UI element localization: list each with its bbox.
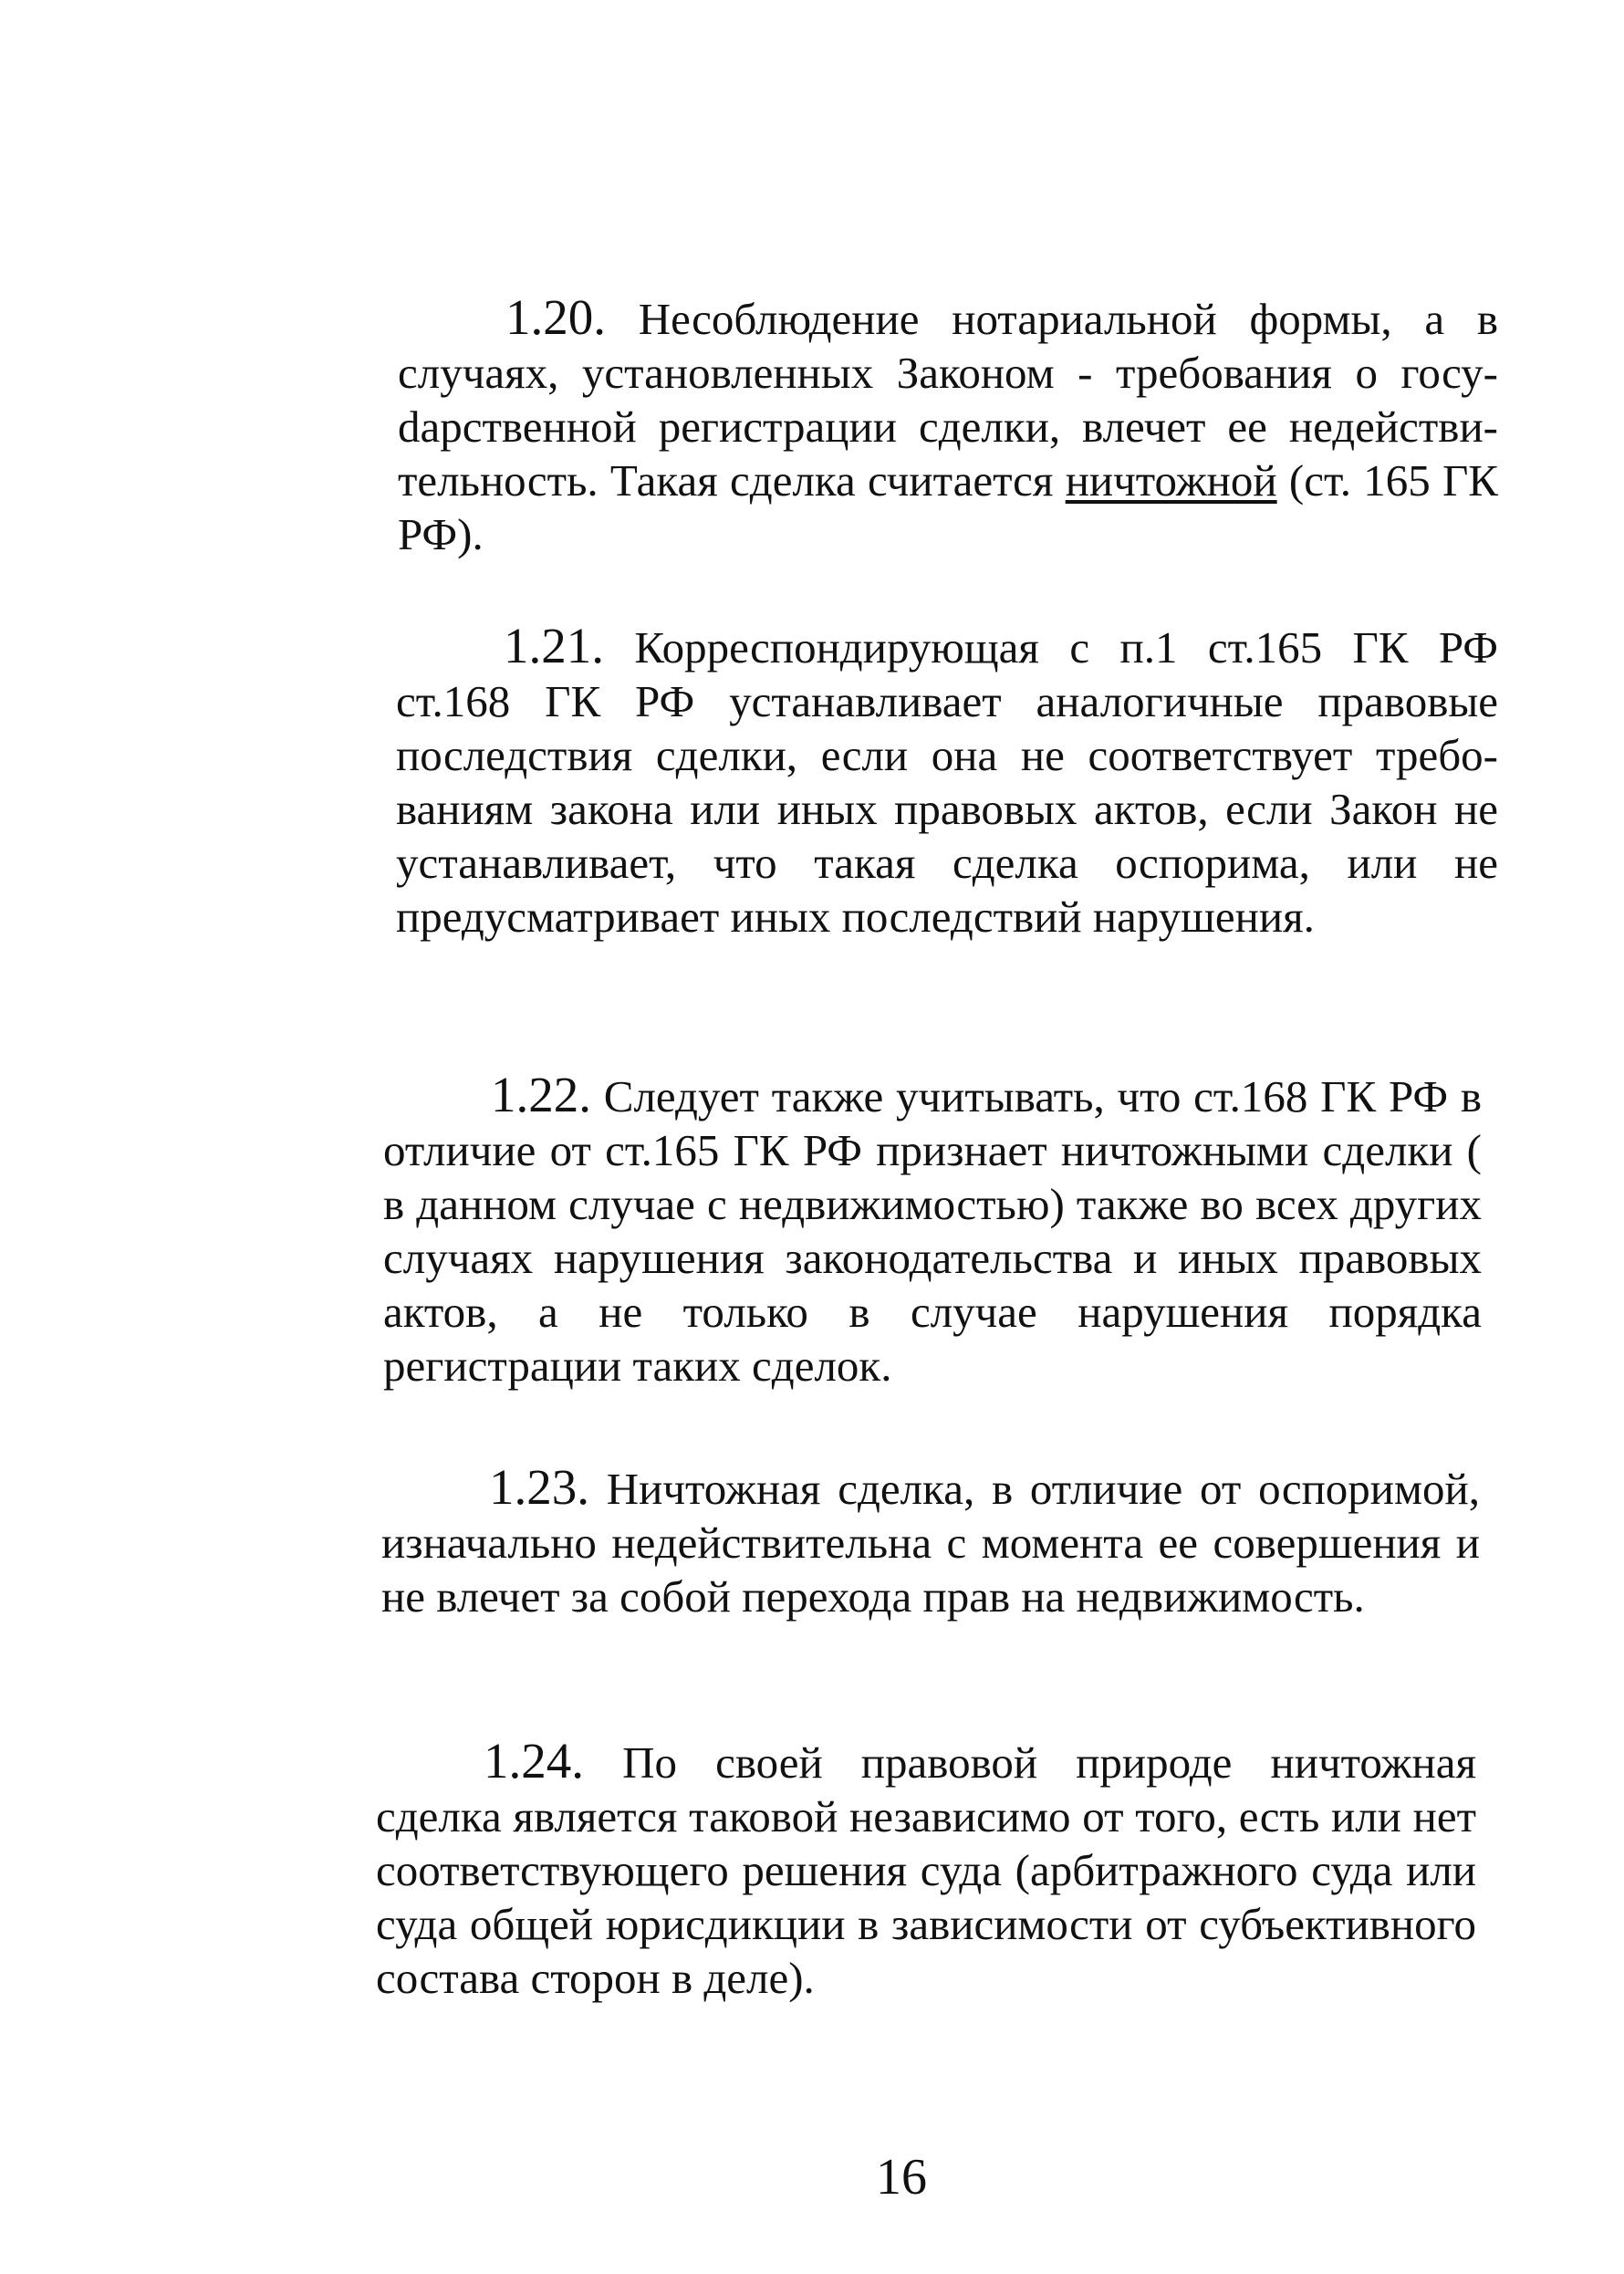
paragraph-1-22 <box>383 1068 1482 1393</box>
page-number: 16 <box>876 2149 927 2206</box>
paragraph-1-20 <box>398 290 1498 561</box>
paragraph-number: 1.21. <box>504 618 604 673</box>
paragraph-1-23 <box>381 1460 1480 1623</box>
paragraph-text: Несоблюдение нотариальной формы, а в случаях, установленных Законом - требования о госуdарственной регистрации сделки, влечет ее недействительность. Такая сделка считается <box>398 294 1498 506</box>
paragraph-text: (ст. 165 ГК РФ). <box>398 455 1498 559</box>
paragraph-text: По своей правовой природе ничтожная сделка является таковой независимо от того, есть или нет соответствующего решения суда (арбитражного суда или суда общей юрисдикции в зависимости от субъективного состава сторон в деле). <box>376 1737 1476 2003</box>
paragraph-text: Следует также учитывать, что ст.168 ГК РФ в отличие от ст.165 ГК РФ признает ничтожными сделки ( в данном случае с недвижимостью) также во всех других случаях нарушения законодательства и иных правовых актов, а не только в случае нарушения порядка регистрации таких сделок. <box>383 1071 1482 1391</box>
paragraph-number: 1.24. <box>484 1733 584 1789</box>
paragraph-text: Корреспондирующая с п.1 ст.165 ГК РФ ст.168 ГК РФ устанавливает аналогичные правовые последствия сделки, если она не соответствует требованиям закона или иных правовых актов, если Закон не устанавливает, что такая сделка оспорима, или не предусматривает иных последствий нарушения. <box>396 622 1498 942</box>
paragraph-1-21 <box>396 619 1498 944</box>
paragraph-text: Ничтожная сделка, в отличие от оспоримой, изначально недействительна с момента ее совершения и не влечет за собой перехода прав на недвижимость. <box>381 1464 1480 1622</box>
paragraph-number: 1.23. <box>489 1459 589 1515</box>
paragraph-number: 1.20. <box>505 289 606 345</box>
paragraph-1-24 <box>376 1734 1476 2005</box>
underlined-term: ничтожной <box>1065 455 1277 506</box>
paragraph-number: 1.22. <box>491 1067 591 1122</box>
